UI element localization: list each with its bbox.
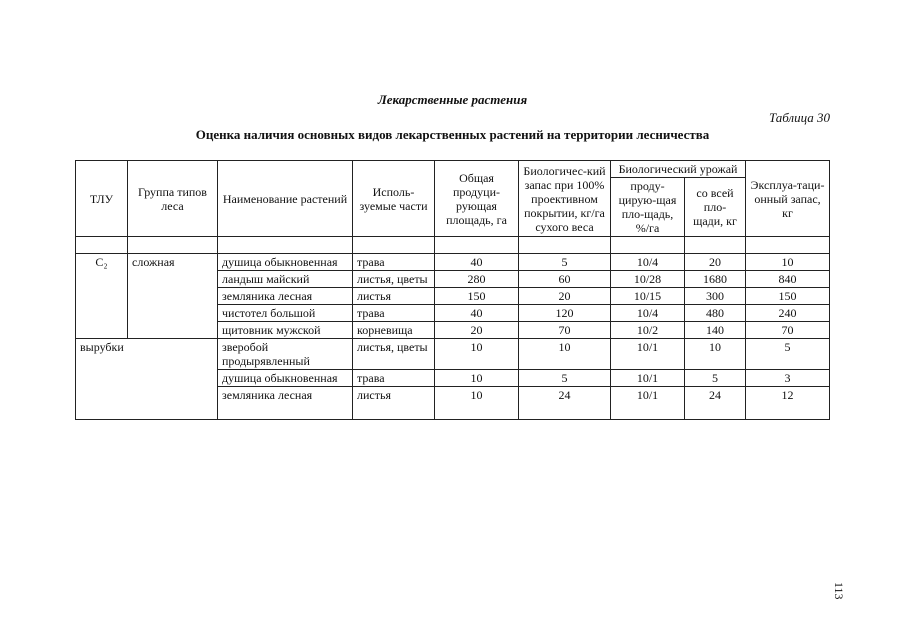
- plant-parts: корневища: [353, 322, 435, 339]
- prod-area-value: 10/28: [611, 271, 685, 288]
- plant-name: ландыш майский: [218, 271, 353, 288]
- stock-value: 70: [519, 322, 611, 339]
- plant-name: душица обыкновенная: [218, 370, 353, 387]
- header-bio-stock: Биологичес-кий запас при 100% проективном покрытии, кг/га сухого веса: [519, 161, 611, 237]
- prod-area-value: 10/15: [611, 288, 685, 305]
- prod-area-value: 10/4: [611, 305, 685, 322]
- area-value: 10: [435, 370, 519, 387]
- header-yield-total: со всей пло-щади, кг: [685, 178, 746, 237]
- total-yield-value: 10: [685, 339, 746, 370]
- header-group: Группа типов леса: [128, 161, 218, 237]
- total-yield-value: 1680: [685, 271, 746, 288]
- area-value: 20: [435, 322, 519, 339]
- plant-parts: листья, цветы: [353, 271, 435, 288]
- plant-name: зверобой продырявленный: [218, 339, 353, 370]
- plant-parts: трава: [353, 370, 435, 387]
- prod-area-value: 10/2: [611, 322, 685, 339]
- table-title: Оценка наличия основных видов лекарственных растений на территории лесничества: [195, 127, 710, 142]
- stock-value: 24: [519, 387, 611, 420]
- plant-parts: трава: [353, 254, 435, 271]
- total-yield-value: 480: [685, 305, 746, 322]
- table-row: [76, 339, 830, 370]
- header-bio-yield: Биологический урожай: [611, 161, 746, 178]
- total-yield-value: 300: [685, 288, 746, 305]
- area-value: 280: [435, 271, 519, 288]
- plant-parts: листья, цветы: [353, 339, 435, 370]
- prod-area-value: 10/1: [611, 387, 685, 420]
- exploit-value: 240: [746, 305, 830, 322]
- plant-name: душица обыкновенная: [218, 254, 353, 271]
- prod-area-value: 10/4: [611, 254, 685, 271]
- plant-name: чистотел большой: [218, 305, 353, 322]
- area-value: 150: [435, 288, 519, 305]
- stock-value: 120: [519, 305, 611, 322]
- table-label: Таблица 30: [768, 110, 830, 125]
- plant-name: земляника лесная: [218, 288, 353, 305]
- exploit-value: 5: [746, 339, 830, 370]
- header-yield-area: проду-цирую-щая пло-щадь, %/га: [611, 178, 685, 237]
- plant-name: земляника лесная: [218, 387, 353, 420]
- stock-value: 60: [519, 271, 611, 288]
- prod-area-value: 10/1: [611, 339, 685, 370]
- stock-value: 10: [519, 339, 611, 370]
- total-yield-value: 5: [685, 370, 746, 387]
- spacer-row: [76, 237, 830, 254]
- area-value: 10: [435, 387, 519, 420]
- tlu-cell: C₂: [76, 254, 128, 339]
- exploit-value: 70: [746, 322, 830, 339]
- header-parts: Исполь-зуемые части: [353, 161, 435, 237]
- page-number: 113: [832, 582, 846, 600]
- total-yield-value: 20: [685, 254, 746, 271]
- header-tlu: ТЛУ: [76, 161, 128, 237]
- total-yield-value: 24: [685, 387, 746, 420]
- tlu-cell: вырубки: [76, 339, 218, 420]
- plant-parts: листья: [353, 387, 435, 420]
- prod-area-value: 10/1: [611, 370, 685, 387]
- exploit-value: 840: [746, 271, 830, 288]
- total-yield-value: 140: [685, 322, 746, 339]
- section-title: Лекарственные растения: [377, 92, 528, 107]
- header-area: Общая продуци-рующая площадь, га: [435, 161, 519, 237]
- plants-table: [75, 160, 830, 420]
- header-name: Наименование растений: [218, 161, 353, 237]
- exploit-value: 10: [746, 254, 830, 271]
- stock-value: 20: [519, 288, 611, 305]
- exploit-value: 3: [746, 370, 830, 387]
- stock-value: 5: [519, 254, 611, 271]
- area-value: 40: [435, 254, 519, 271]
- header-exploit: Эксплуа-таци-онный запас, кг: [746, 161, 830, 237]
- group-cell: сложная: [128, 254, 218, 339]
- area-value: 10: [435, 339, 519, 370]
- plant-parts: листья: [353, 288, 435, 305]
- plant-name: щитовник мужской: [218, 322, 353, 339]
- exploit-value: 150: [746, 288, 830, 305]
- header-row-1: [76, 161, 830, 178]
- table-row: [76, 254, 830, 271]
- stock-value: 5: [519, 370, 611, 387]
- plant-parts: трава: [353, 305, 435, 322]
- exploit-value: 12: [746, 387, 830, 420]
- area-value: 40: [435, 305, 519, 322]
